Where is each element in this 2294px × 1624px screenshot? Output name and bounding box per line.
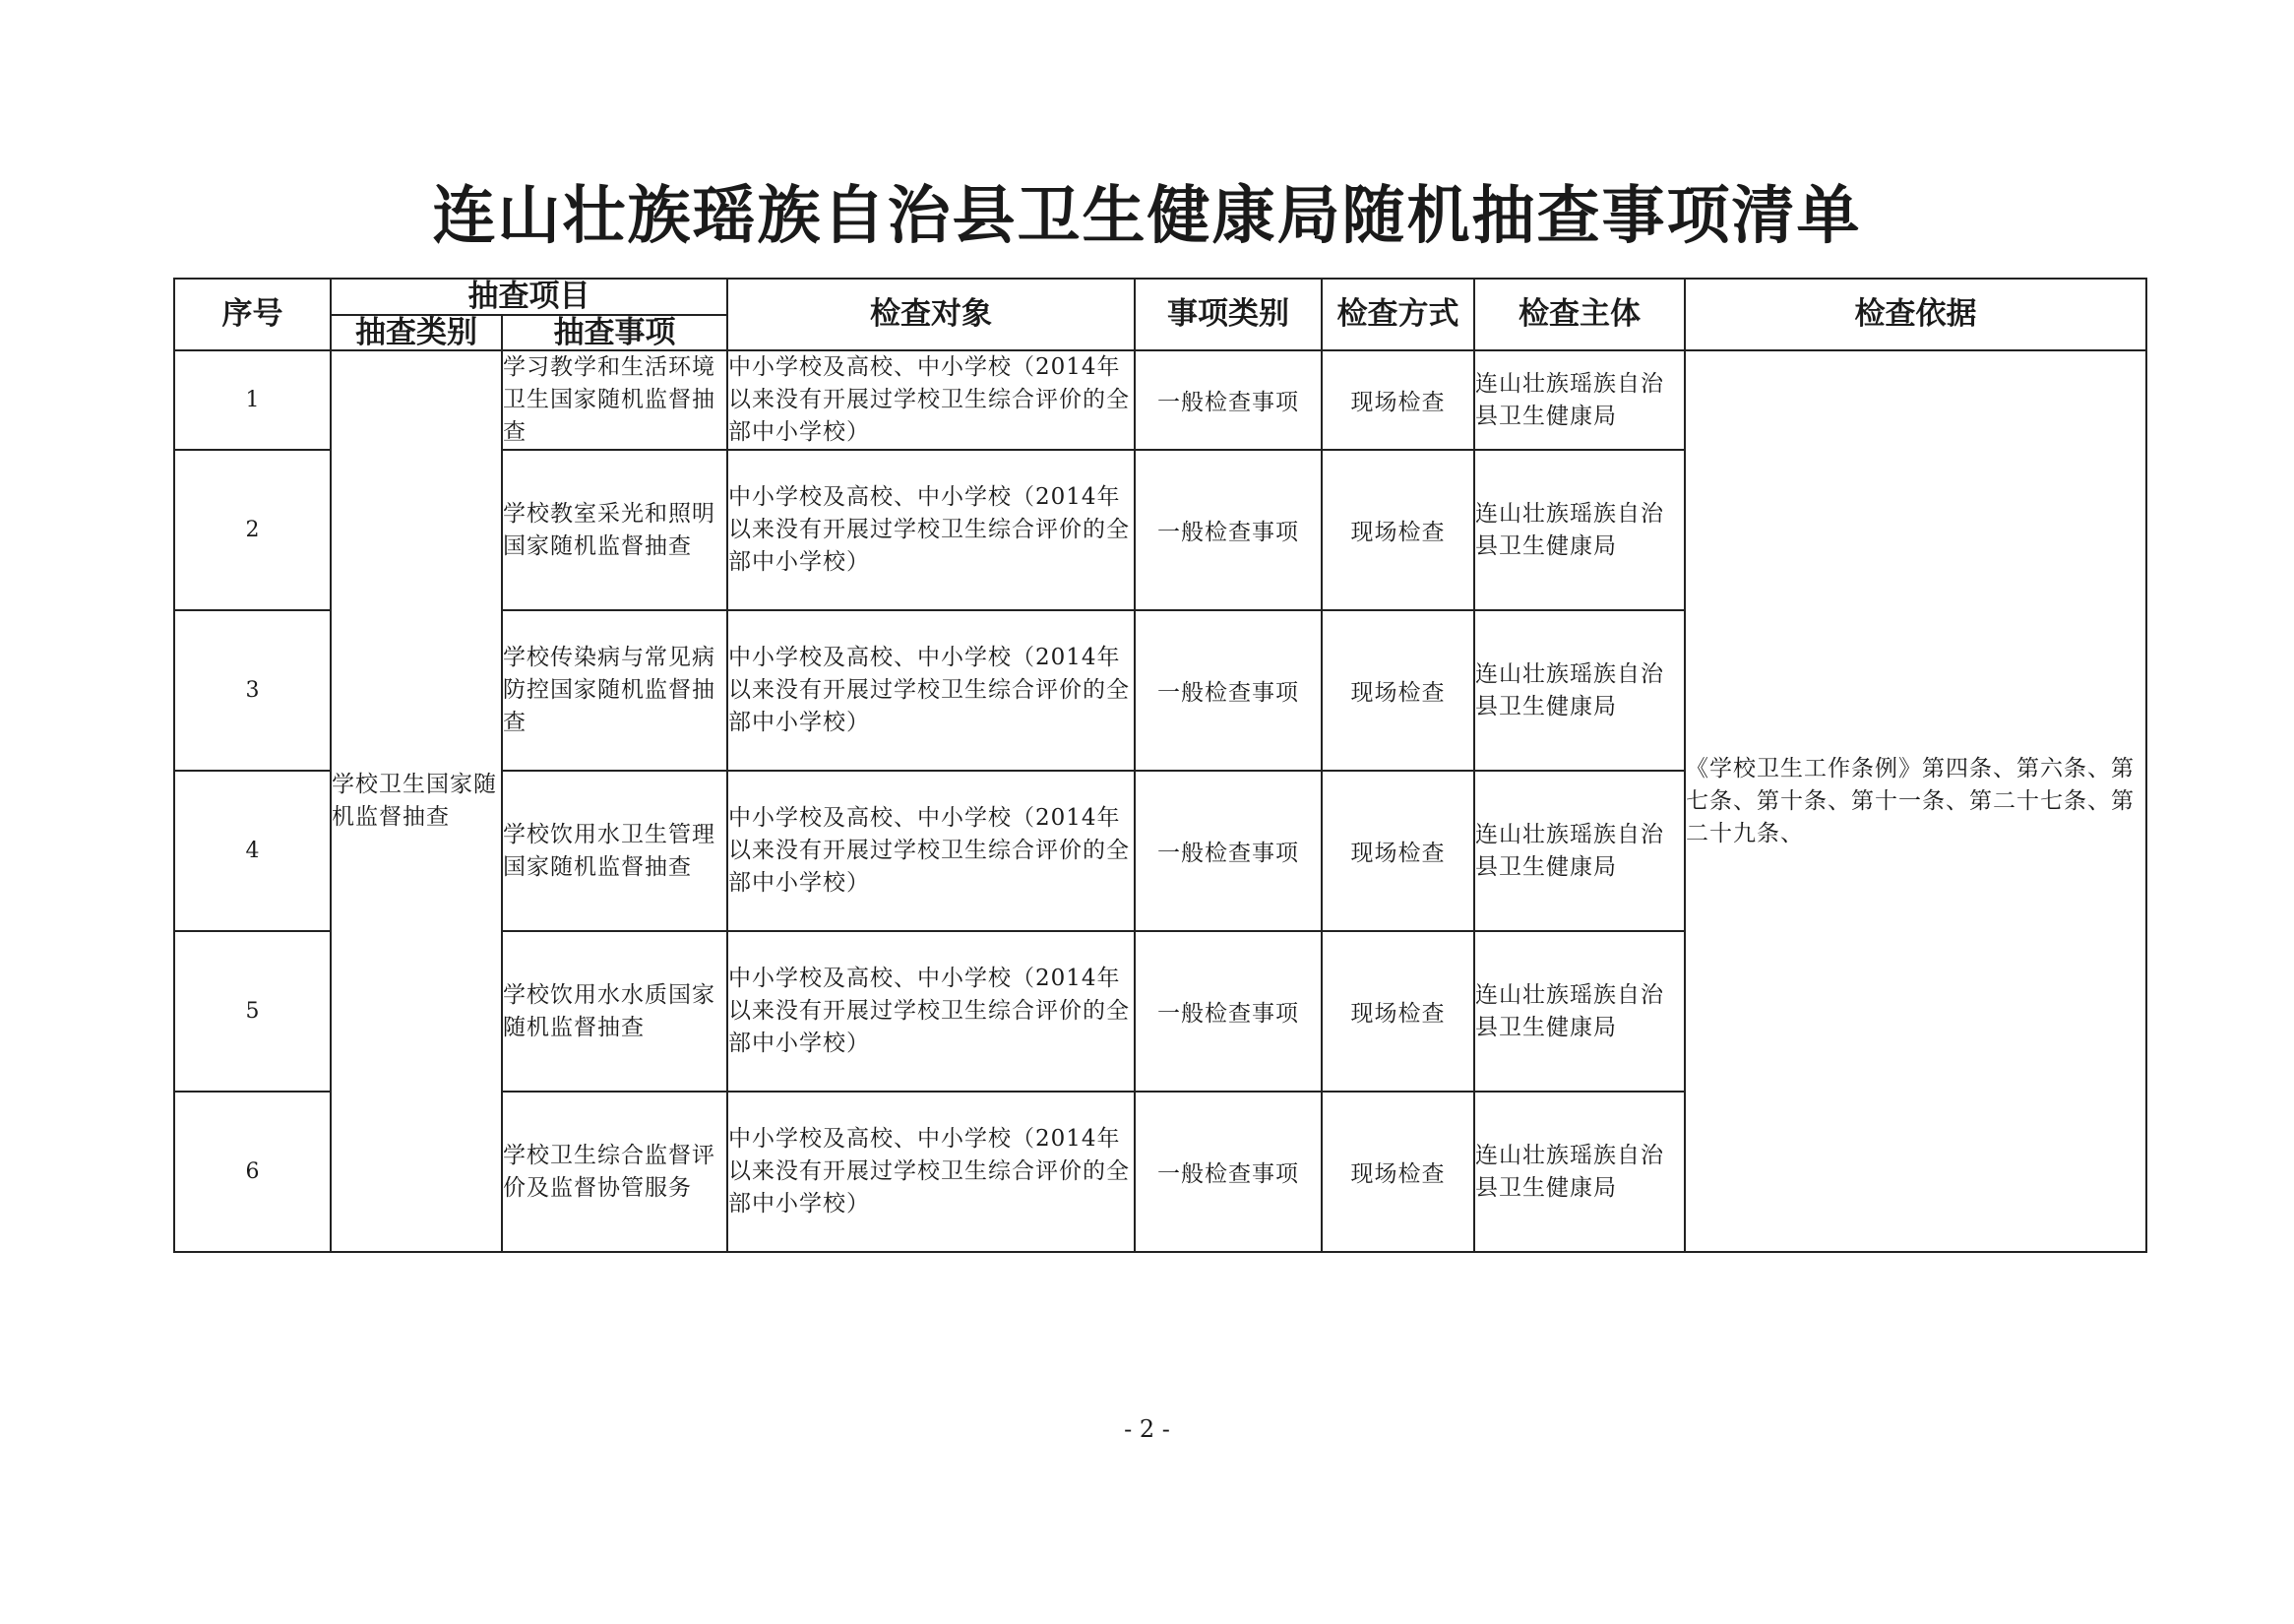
- row-item: 学校教室采光和照明国家随机监督抽查: [502, 450, 727, 610]
- header-category: 抽查类别: [331, 315, 502, 350]
- inspection-table: [173, 278, 2147, 1253]
- row-subject: 连山壮族瑶族自治县卫生健康局: [1474, 931, 1685, 1092]
- row-type: 一般检查事项: [1135, 610, 1322, 771]
- row-subject: 连山壮族瑶族自治县卫生健康局: [1474, 610, 1685, 771]
- header-method: 检查方式: [1322, 279, 1474, 350]
- row-object: 中小学校及高校、中小学校（2014年以来没有开展过学校卫生综合评价的全部中小学校）: [727, 610, 1135, 771]
- row-seq: 6: [174, 1092, 331, 1252]
- row-item: 学校饮用水卫生管理国家随机监督抽查: [502, 771, 727, 931]
- row-object: 中小学校及高校、中小学校（2014年以来没有开展过学校卫生综合评价的全部中小学校）: [727, 771, 1135, 931]
- row-subject: 连山壮族瑶族自治县卫生健康局: [1474, 1092, 1685, 1252]
- header-subject: 检查主体: [1474, 279, 1685, 350]
- row-item: 学习教学和生活环境卫生国家随机监督抽查: [502, 350, 727, 450]
- row-seq: 2: [174, 450, 331, 610]
- header-object: 检查对象: [727, 279, 1135, 350]
- header-type: 事项类别: [1135, 279, 1322, 350]
- row-seq: 3: [174, 610, 331, 771]
- row-object: 中小学校及高校、中小学校（2014年以来没有开展过学校卫生综合评价的全部中小学校）: [727, 350, 1135, 450]
- row-seq: 1: [174, 350, 331, 450]
- table-row: [174, 350, 2146, 450]
- row-type: 一般检查事项: [1135, 771, 1322, 931]
- row-object: 中小学校及高校、中小学校（2014年以来没有开展过学校卫生综合评价的全部中小学校）: [727, 931, 1135, 1092]
- row-method: 现场检查: [1322, 771, 1474, 931]
- row-type: 一般检查事项: [1135, 450, 1322, 610]
- row-method: 现场检查: [1322, 931, 1474, 1092]
- row-object: 中小学校及高校、中小学校（2014年以来没有开展过学校卫生综合评价的全部中小学校）: [727, 1092, 1135, 1252]
- row-type: 一般检查事项: [1135, 931, 1322, 1092]
- row-seq: 4: [174, 771, 331, 931]
- row-object: 中小学校及高校、中小学校（2014年以来没有开展过学校卫生综合评价的全部中小学校）: [727, 450, 1135, 610]
- row-type: 一般检查事项: [1135, 350, 1322, 450]
- row-method: 现场检查: [1322, 610, 1474, 771]
- page-number: - 2 -: [1124, 1415, 1170, 1443]
- row-subject: 连山壮族瑶族自治县卫生健康局: [1474, 350, 1685, 450]
- row-subject: 连山壮族瑶族自治县卫生健康局: [1474, 450, 1685, 610]
- row-method: 现场检查: [1322, 450, 1474, 610]
- row-type: 一般检查事项: [1135, 1092, 1322, 1252]
- row-method: 现场检查: [1322, 1092, 1474, 1252]
- row-item: 学校饮用水水质国家随机监督抽查: [502, 931, 727, 1092]
- basis-cell: 《学校卫生工作条例》第四条、第六条、第七条、第十条、第十一条、第二十七条、第二十九条、: [1685, 350, 2146, 1252]
- row-item: 学校卫生综合监督评价及监督协管服务: [502, 1092, 727, 1252]
- header-item: 抽查事项: [502, 315, 727, 350]
- row-subject: 连山壮族瑶族自治县卫生健康局: [1474, 771, 1685, 931]
- row-seq: 5: [174, 931, 331, 1092]
- header-seq: 序号: [174, 279, 331, 350]
- row-item: 学校传染病与常见病防控国家随机监督抽查: [502, 610, 727, 771]
- header-basis: 检查依据: [1685, 279, 2146, 350]
- page-title: 连山壮族瑶族自治县卫生健康局随机抽查事项清单: [432, 179, 1862, 253]
- header-project: 抽查项目: [331, 279, 727, 315]
- row-method: 现场检查: [1322, 350, 1474, 450]
- category-cell: 学校卫生国家随机监督抽查: [331, 350, 502, 1252]
